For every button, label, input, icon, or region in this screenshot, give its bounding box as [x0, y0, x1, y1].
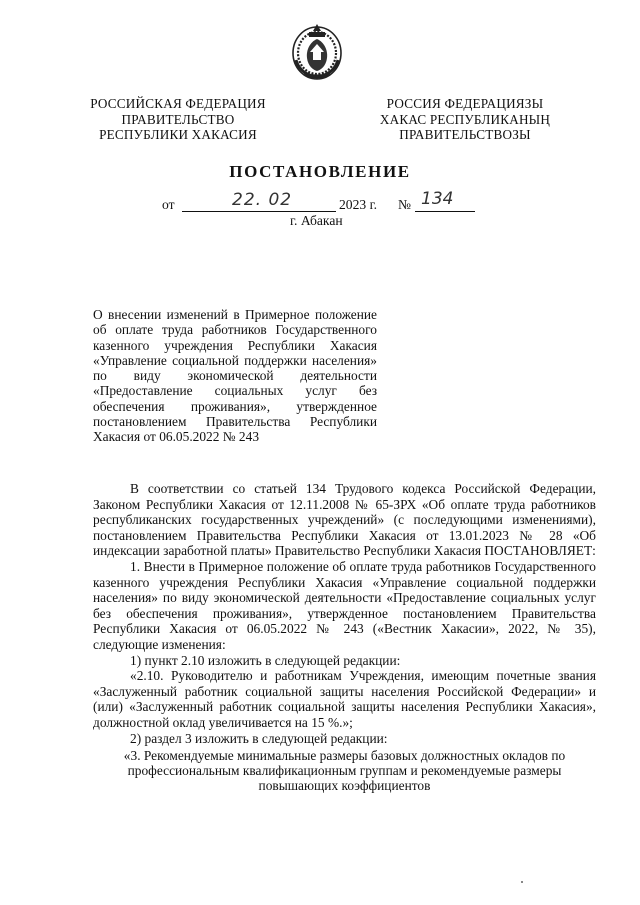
paragraph-item-1: 1. Внести в Примерное положение об оплате труда работников Государственного казенного учреждения Республики Хакасия «Управление социальной поддержки населения» по виду экономической деятельности «Предоставление социальных услуг без обеспечения проживания», утвержденное постановлением Правительства Республики Хакасия от 06.05.2022 № 243 («Вестник Хакасии», 2022, № 35), следующие изменения:: [93, 558, 596, 652]
header-right-line-3: ПРАВИТЕЛЬСТВОЗЫ: [399, 127, 531, 142]
number-sign: №: [398, 197, 411, 212]
number-underline: [415, 211, 475, 212]
document-title: ПОСТАНОВЛЕНИЕ: [229, 162, 411, 181]
document-body: [93, 481, 596, 793]
header-right-line-1: РОССИЯ ФЕДЕРАЦИЯЗЫ: [386, 96, 544, 111]
city-name: г. Абакан: [290, 213, 343, 228]
header-right-line-2: ХАКАС РЕСПУБЛИКАНЫҢ: [379, 111, 551, 127]
handwritten-number: 134: [421, 189, 454, 209]
date-prefix: от: [162, 197, 175, 212]
header-left-line-1: РОССИЙСКАЯ ФЕДЕРАЦИЯ: [90, 96, 266, 111]
header-right: [372, 96, 558, 143]
header-left-line-2: ПРАВИТЕЛЬСТВО: [121, 111, 235, 127]
header-left-line-3: РЕСПУБЛИКИ ХАКАСИЯ: [99, 127, 257, 142]
section-3-heading: «3. Рекомендуемые минимальные размеры базовых должностных окладов по профессиональным квалификационным группам и рекомендуемые размеры повышающих коэффициентов: [123, 748, 566, 794]
document-subject: О внесении изменений в Примерное положение об оплате труда работников Государственного казенного учреждения Республики Хакасия «Управление социальной поддержки населения» по виду экономической деятельности «Предоставление социальных услуг без обеспечения проживания», утвержденное постановлением Правительства Республики Хакасия от 06.05.2022 № 243: [93, 307, 377, 445]
date-year: 2023 г.: [339, 197, 378, 212]
header-left: [80, 96, 276, 143]
paragraph-clause-2-10: «2.10. Руководителю и работникам Учреждения, имеющим почетные звания «Заслуженный работник социальной защиты населения Российской Федерации» и (или) «Заслуженный работник социальной защиты населения Республики Хакасия», должностной оклад увеличивается на 15 %.»;: [93, 668, 596, 730]
handwritten-date: 22. 02: [232, 190, 293, 210]
date-underline: [182, 211, 336, 212]
coat-of-arms-icon: [288, 20, 346, 84]
paragraph-subitem-1: 1) пункт 2.10 изложить в следующей редакции:: [130, 652, 401, 668]
paragraph-preamble: В соответствии со статьей 134 Трудового кодекса Российской Федерации, Законом Республики Хакасия от 12.11.2008 № 65-ЗРХ «Об оплате труда работников республиканских государственных учреждений» (с последующими изменениями), постановлением Правительства Республики Хакасия от 13.01.2023 № 28 «Об индексации заработной платы» Правительство Республики Хакасия ПОСТАНОВЛЯЕТ:: [93, 481, 596, 559]
scan-speck: [521, 881, 523, 883]
paragraph-subitem-2: 2) раздел 3 изложить в следующей редакции:: [130, 730, 388, 746]
